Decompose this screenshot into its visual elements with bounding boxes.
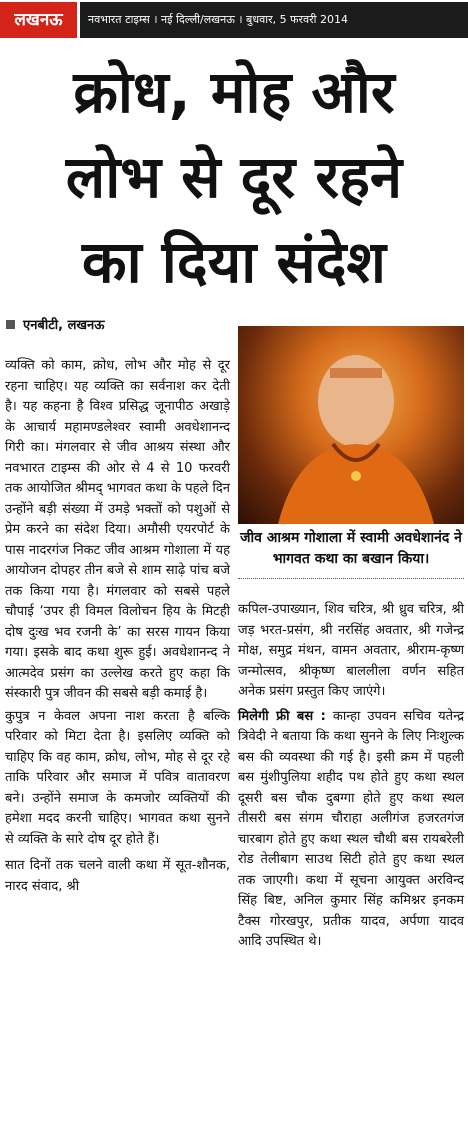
byline-text: एनबीटी, लखनऊ xyxy=(23,318,105,333)
right-paragraph-2 xyxy=(238,707,464,953)
section-tag: लखनऊ xyxy=(0,2,77,38)
article-left-column xyxy=(5,356,230,897)
headline xyxy=(8,50,460,305)
headline-line-1: क्रोध, मोह और xyxy=(73,58,395,126)
article-paragraph-1: व्यक्ति को काम, क्रोध, लोभ और मोह से दूर रहना चाहिए। यह व्यक्ति का सर्वनाश कर देती है। यह कहना है विश्व प्रसिद्ध जूनापीठ अखाड़े के आचार्य महामण्डलेश्वर स्वामी अवधेशानन्द गिरी का। मंगलवार से जीव आश्रय संस्था और नवभारत टाइम्स की ओर से 4 से 10 फरवरी तक आयोजित श्रीमद् भागवत कथा के पहले दिन उन्होंने बड़ी संख्या में उमड़े भक्तों को पशुओं से प्रेम करने का संदेश दिया। अमौसी एयरपोर्ट के पास नादरगंज निकट जीव आश्रम गोशाला में यह आयोजन दोपहर तीन बजे से शाम साढ़े पांच बजे तक किया गया है। मंगलवार को सबसे पहले चौपाई ‘उपर ही विमल विलोचन हिय के मिटही दोष दुःख भव रजनी के’ का सरस गायन किया गया। इसके बाद कथा शुरू हुई। अवधेशानन्द ने आत्मदेव प्रसंग का उल्लेख करते हुए कहा कि संस्कारी पुत्र जीवन की सबसे बड़ी कमाई है। xyxy=(5,358,230,701)
article-right-column xyxy=(238,600,464,953)
right-paragraph-2-text: कान्हा उपवन सचिव यतेन्द्र त्रिवेदी ने बताया कि कथा सुनने के लिए निःशुल्क बस की व्यवस्था की गई है। इसी क्रम में पहली बस मुंशीपुलिया शहीद पथ होते हुए कथा स्थल दूसरी बस चौक दुबग्गा होते हुए कथा स्थल तीसरी बस संगम चौराहा अलीगंज हजरतगंज चारबाग होते हुए कथा स्थल चौथी बस रायबरेली रोड तेलीबाग साउथ सिटी होते हुए कथा स्थल तक जाएगी। कथा में सूचना आयुक्त अरविन्द सिंह बिष्ट, अनिल कुमार सिंह कमिश्नर इनकम टैक्स गोरखपुर, प्रतीक यादव, अर्पणा यादव आदि उपस्थित थे। xyxy=(238,708,464,949)
article-paragraph-2: कुपुत्र न केवल अपना नाश करता है बल्कि परिवार को मिटा देता है। इसलिए व्यक्ति को चाहिए कि वह काम, क्रोध, लोभ, मोह से दूर रहे ताकि परिवार और समाज में पवित्र वातावरण बने। उन्होंने समाज के कमजोर व्यक्तियों की हमेशा मदद करनी चाहिए। भागवत कथा सुनने से व्यक्ति के सारे दोष दूर होते हैं। xyxy=(5,708,230,847)
photo-caption: जीव आश्रम गोशाला में स्वामी अवधेशानंद ने भागवत कथा का बखान किया। xyxy=(238,528,464,579)
byline xyxy=(6,315,104,333)
right-paragraph-1: कपिल-उपाख्यान, शिव चरित्र, श्री ध्रुव चरित्र, श्री जड़ भरत-प्रसंग, श्री नरसिंह अवतार, श्री गजेन्द्र मोक्ष, समुद्र मंथन, वामन अवतार, श्रीराम-कृष्ण जन्मोत्सव, श्रीकृष्ण बाललीला वर्णन सहित अनेक प्रसंग प्रस्तुत किए जाएंगे। xyxy=(238,602,464,699)
photo-illustration xyxy=(238,326,464,524)
subhead-free-bus: मिलेगी फ्री बस : xyxy=(238,708,326,724)
edition-info: नवभारत टाइम्स । नई दिल्ली/लखनऊ । बुधवार, 5 फरवरी 2014 xyxy=(80,2,468,38)
page-header xyxy=(0,0,468,42)
article-paragraph-3: सात दिनों तक चलने वाली कथा में सूत-शौनक, नारद संवाद, श्री xyxy=(5,858,230,894)
square-bullet-icon xyxy=(6,320,15,329)
headline-line-3: का दिया संदेश xyxy=(82,228,386,296)
swami-photo xyxy=(238,326,464,524)
headline-line-2: लोभ से दूर रहने xyxy=(65,143,403,211)
